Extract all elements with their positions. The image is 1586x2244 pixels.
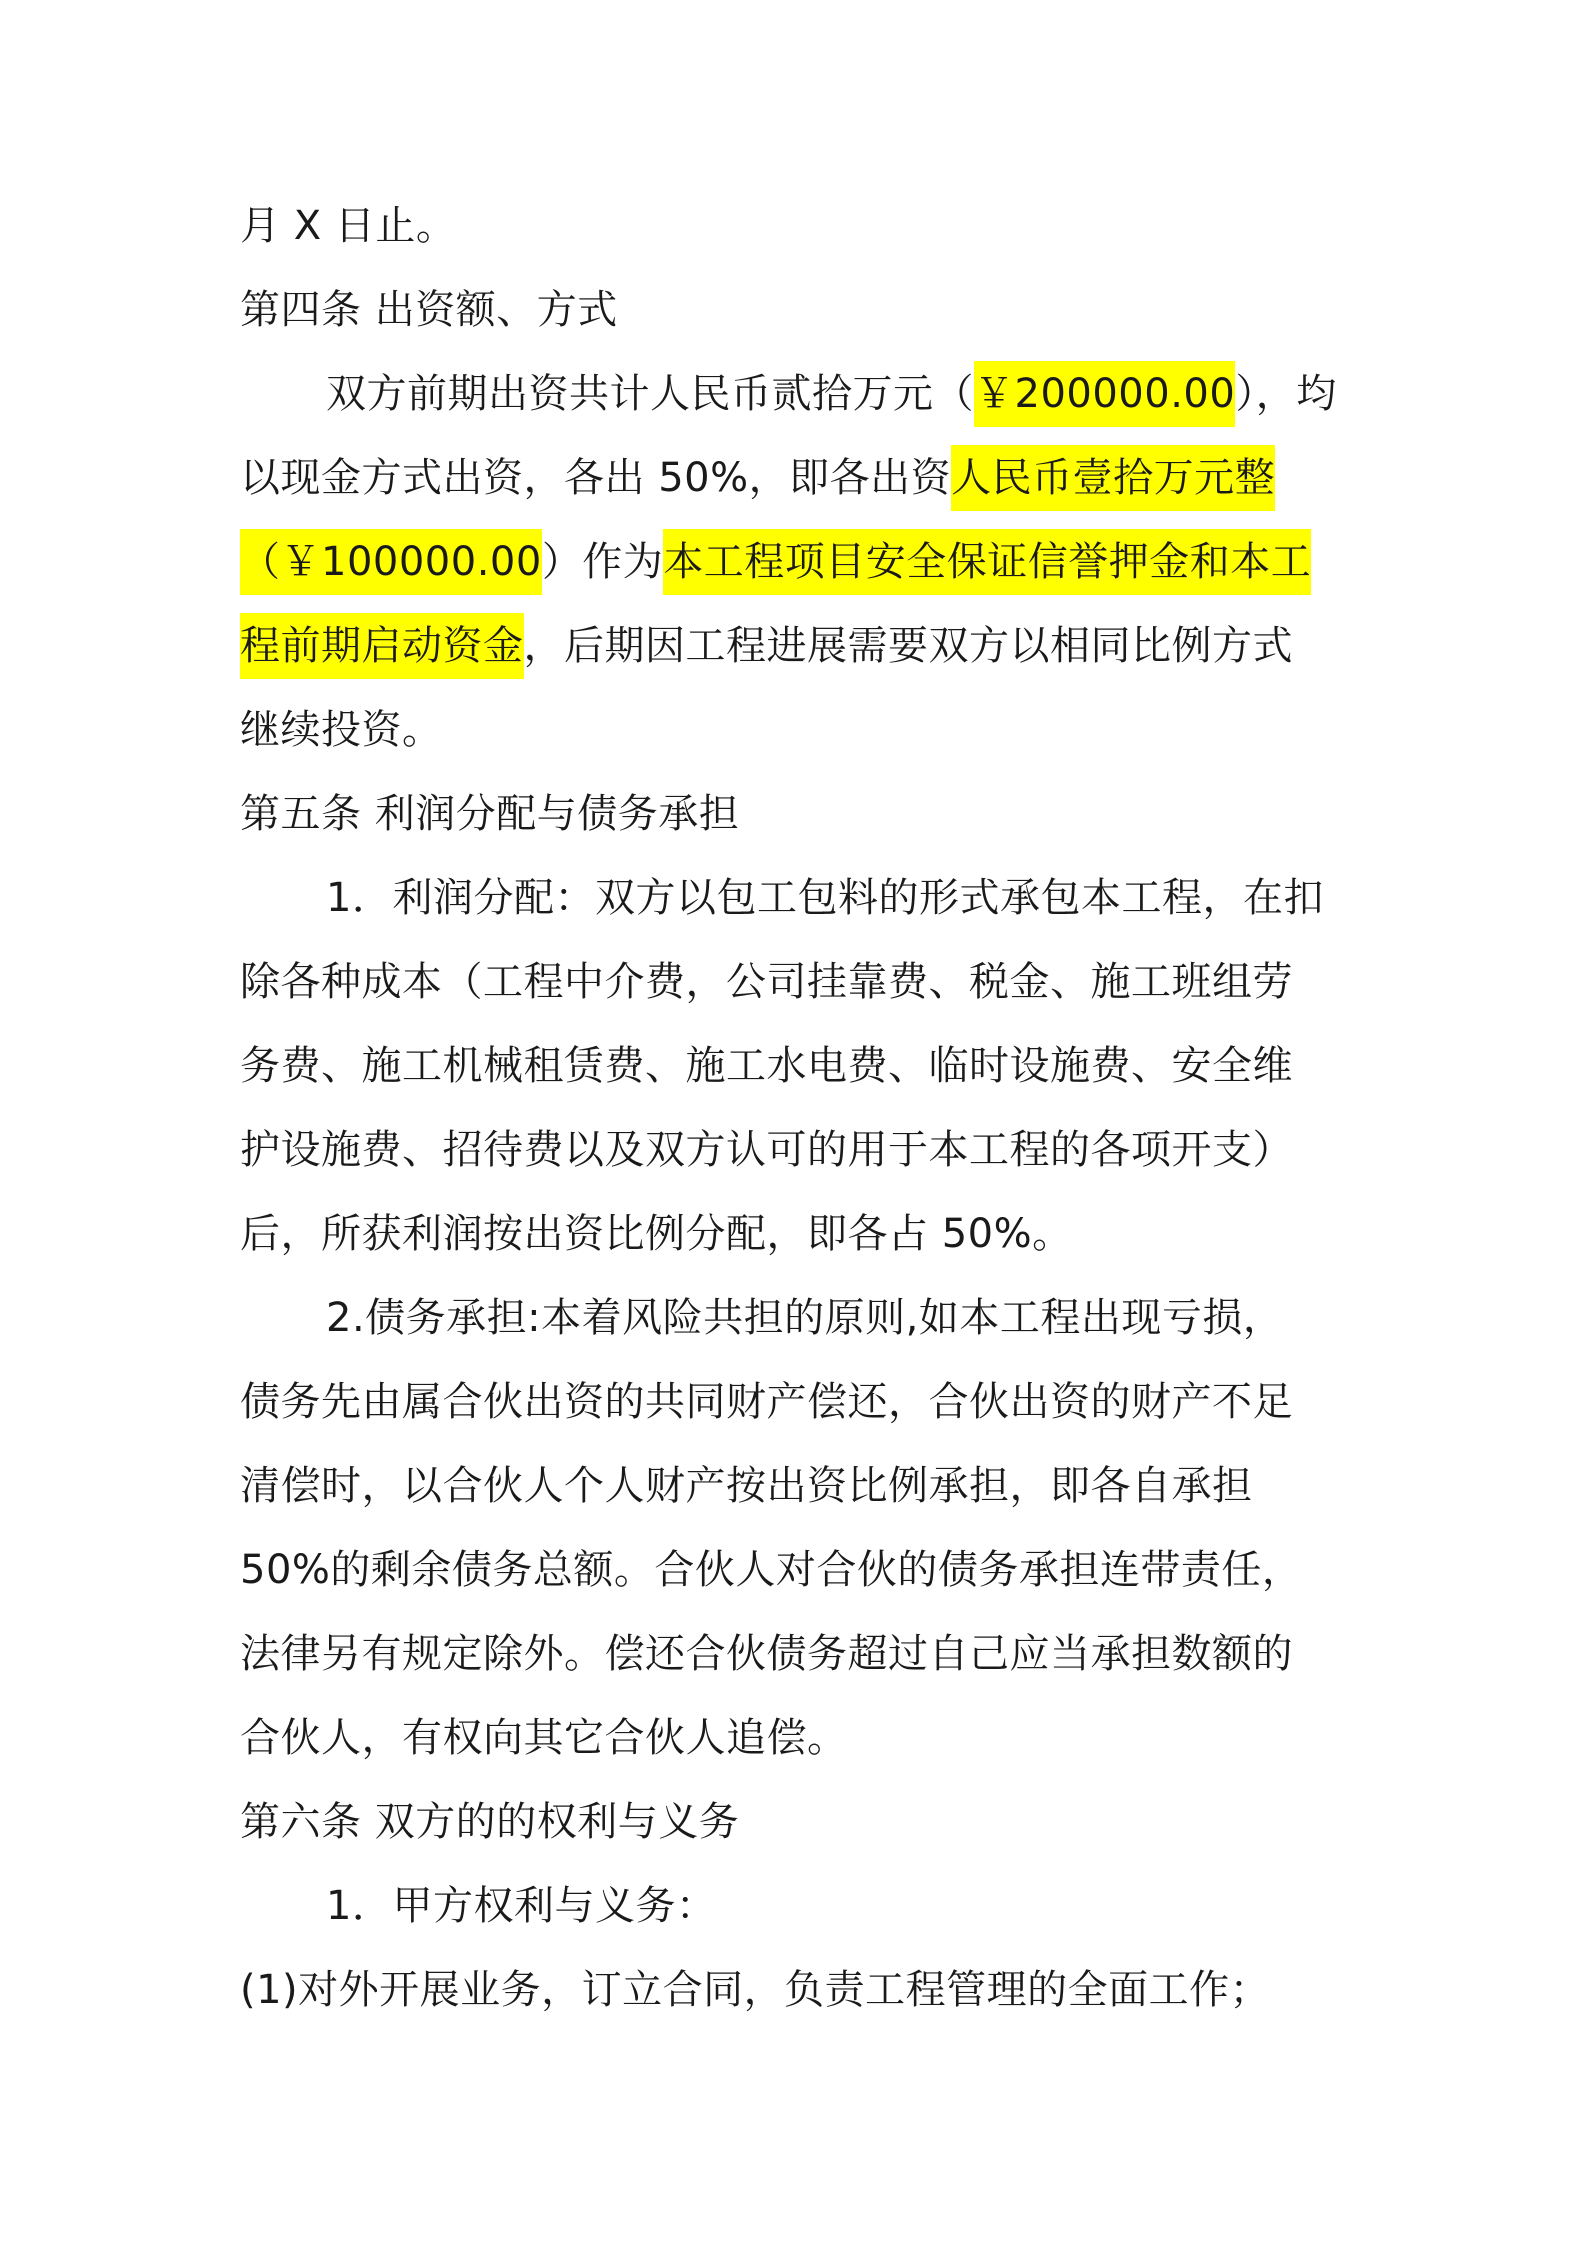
text-line (240, 1960, 1360, 2020)
text-segment: 债务先由属合伙出资的共同财产偿还，合伙出资的财产不足 (240, 1379, 1293, 1425)
text-line (240, 616, 1360, 676)
text-segment: ，后期因工程进展需要双方以相同比例方式 (523, 623, 1293, 669)
text-segment: (1)对外开展业务，订立合同，负责工程管理的全面工作； (240, 1967, 1271, 2013)
text-segment: 除各种成本（工程中介费，公司挂靠费、税金、施工班组劳 (240, 959, 1293, 1005)
text-line (240, 1456, 1360, 1516)
text-segment: 1．利润分配：双方以包工包料的形式承包本工程，在扣 (326, 875, 1324, 921)
text-line (240, 700, 1360, 760)
text-segment: ），均 (1235, 371, 1337, 417)
article-heading (240, 1792, 1360, 1852)
text-segment: 第四条 出资额、方式 (240, 287, 618, 333)
text-line (326, 1876, 1360, 1936)
text-line (326, 868, 1360, 928)
text-segment: 清偿时，以合伙人个人财产按出资比例承担，即各自承担 (240, 1463, 1253, 1509)
text-segment: 1．甲方权利与义务： (326, 1883, 717, 1929)
highlighted-text: 程前期启动资金 (240, 613, 524, 679)
article-heading (240, 784, 1360, 844)
highlighted-text: ￥200000.00 (974, 361, 1235, 427)
text-line (326, 1288, 1360, 1348)
text-line (240, 1624, 1360, 1684)
text-segment: 第六条 双方的的权利与义务 (240, 1799, 740, 1845)
article-heading (240, 280, 1360, 340)
text-line (240, 1540, 1360, 1600)
text-segment: 月 X 日止。 (240, 203, 457, 249)
text-segment: 法律另有规定除外。偿还合伙债务超过自己应当承担数额的 (240, 1631, 1293, 1677)
text-line (240, 448, 1360, 508)
text-line (240, 1036, 1360, 1096)
text-line (240, 1204, 1360, 1264)
highlighted-text: 人民币壹拾万元整 (951, 445, 1275, 511)
text-segment: 以现金方式出资，各出 50%，即各出资 (240, 455, 952, 501)
text-line (240, 196, 1360, 256)
text-segment: 继续投资。 (240, 707, 443, 753)
text-segment: 50%的剩余债务总额。合伙人对合伙的债务承担连带责任， (240, 1547, 1303, 1593)
text-segment: 双方前期出资共计人民币贰拾万元（ (326, 371, 974, 417)
text-segment: 合伙人，有权向其它合伙人追偿。 (240, 1715, 848, 1761)
highlighted-text: 本工程项目安全保证信誉押金和本工 (663, 529, 1311, 595)
text-line (240, 1120, 1360, 1180)
text-segment: 后，所获利润按出资比例分配，即各占 50%。 (240, 1211, 1073, 1257)
text-segment: 第五条 利润分配与债务承担 (240, 791, 740, 837)
text-segment: ）作为 (541, 539, 664, 585)
text-segment: 护设施费、招待费以及双方认可的用于本工程的各项开支） (240, 1127, 1293, 1173)
highlighted-text: （￥100000.00 (240, 529, 542, 595)
text-segment: 2.债务承担:本着风险共担的原则,如本工程出现亏损， (326, 1295, 1284, 1341)
text-line (240, 1708, 1360, 1768)
text-line (240, 532, 1360, 592)
text-line (326, 364, 1360, 424)
text-segment: 务费、施工机械租赁费、施工水电费、临时设施费、安全维 (240, 1043, 1293, 1089)
text-line (240, 1372, 1360, 1432)
text-line (240, 952, 1360, 1012)
